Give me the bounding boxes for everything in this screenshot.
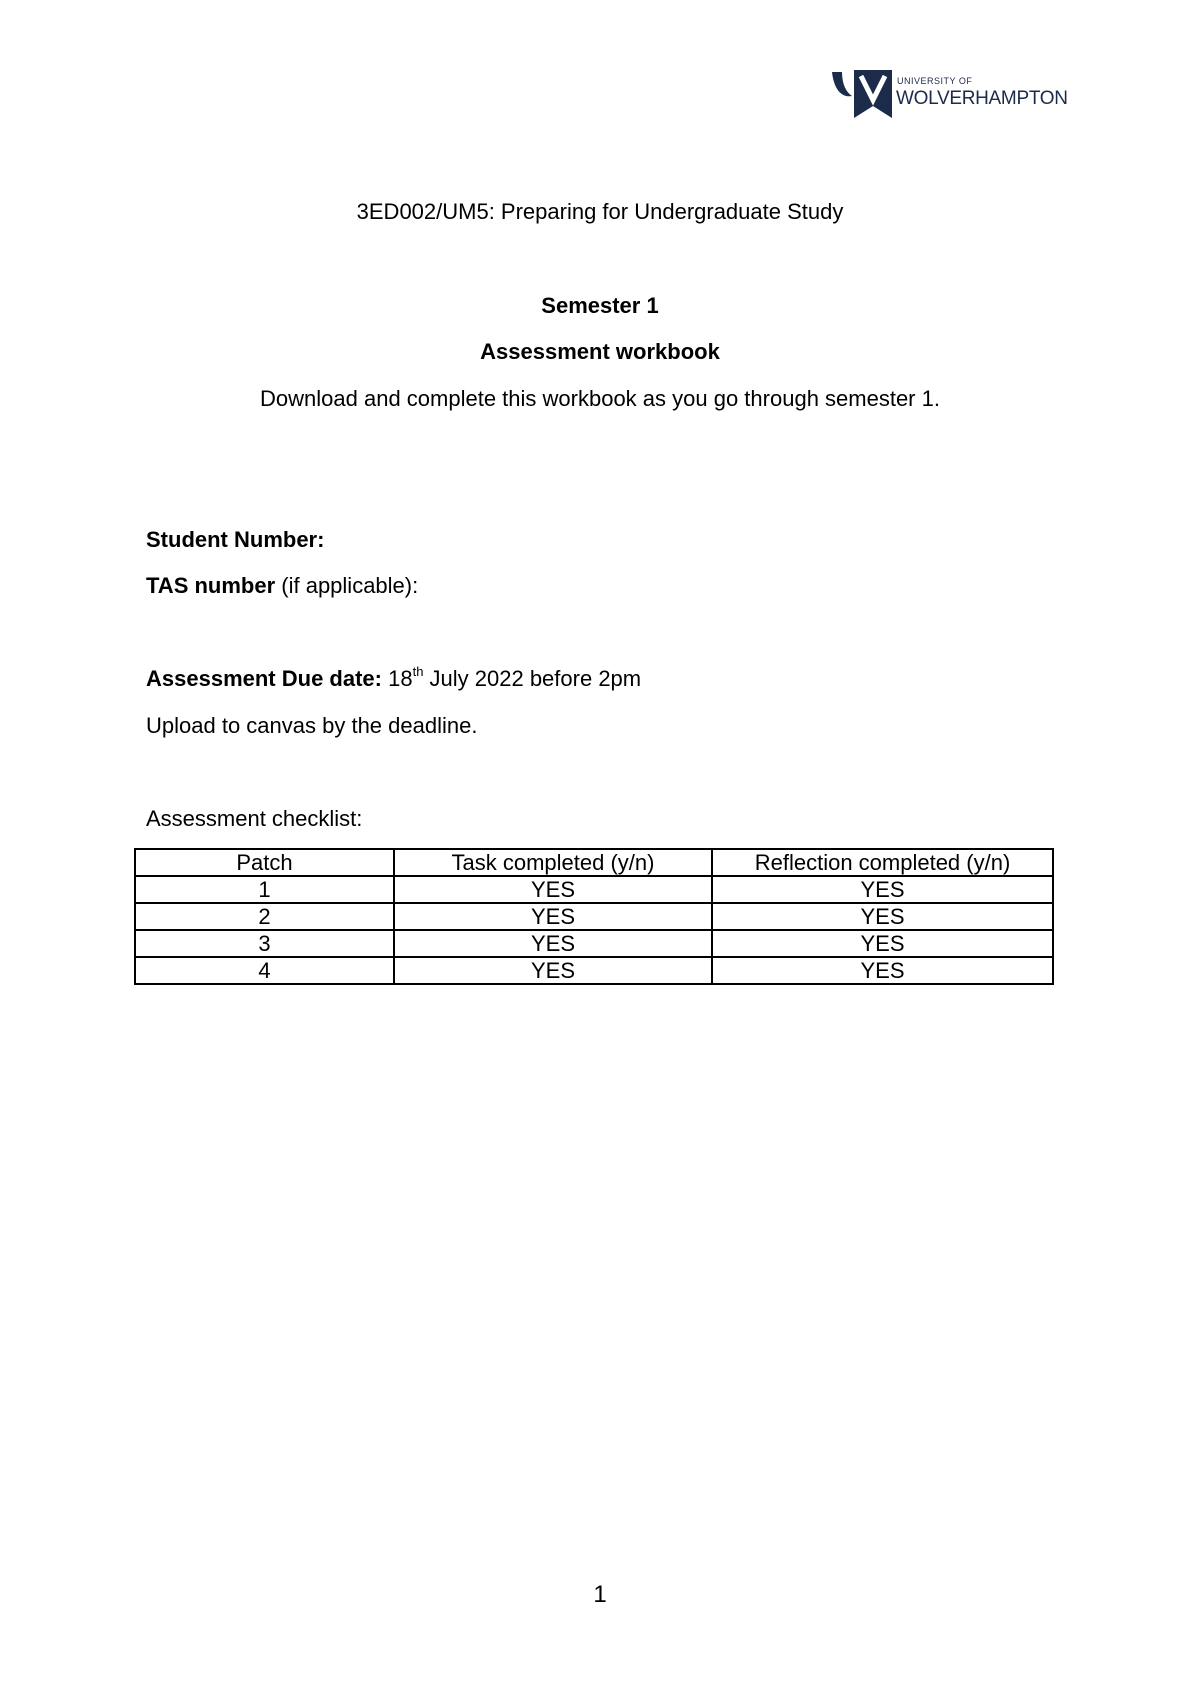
table-row (135, 930, 1053, 957)
due-date-rest: July 2022 before 2pm (423, 666, 642, 691)
table-row (135, 957, 1053, 984)
instruction-text: Download and complete this workbook as you go through semester 1. (260, 386, 940, 411)
logo-university-of-text: UNIVERSITY OF (897, 76, 973, 86)
header-task-completed: Task completed (y/n) (394, 849, 712, 876)
reflection-completed-cell: YES (712, 930, 1053, 957)
patch-cell: 4 (135, 957, 394, 984)
due-date-day-suffix: th (412, 663, 424, 679)
task-completed-cell: YES (394, 876, 712, 903)
checklist-title: Assessment checklist: (146, 806, 363, 831)
logo-wolverhampton-text: WOLVERHAMPTON (896, 88, 1068, 109)
patch-cell: 2 (135, 903, 394, 930)
task-completed-cell: YES (394, 957, 712, 984)
patch-cell: 1 (135, 876, 394, 903)
tas-number-label: TAS number (146, 573, 276, 598)
tas-number-note: (if applicable): (275, 573, 419, 598)
reflection-completed-cell: YES (712, 957, 1053, 984)
due-date-label: Assessment Due date: (146, 666, 382, 691)
reflection-completed-cell: YES (712, 903, 1053, 930)
upload-note: Upload to canvas by the deadline. (146, 713, 478, 738)
tas-number-line (146, 573, 418, 599)
header-reflection-completed: Reflection completed (y/n) (712, 849, 1053, 876)
patch-cell: 3 (135, 930, 394, 957)
reflection-completed-cell: YES (712, 876, 1053, 903)
semester-heading: Semester 1 (541, 293, 659, 318)
due-date-line (146, 663, 642, 692)
assessment-checklist-table (134, 848, 1054, 985)
due-date-day: 18 (381, 666, 413, 691)
header-patch: Patch (135, 849, 394, 876)
table-header-row (135, 849, 1053, 876)
university-logo-mark (828, 66, 894, 122)
student-number-label: Student Number: (146, 527, 325, 552)
table-row (135, 876, 1053, 903)
university-logo (828, 66, 1066, 122)
table-row (135, 903, 1053, 930)
workbook-title: Assessment workbook (480, 339, 720, 364)
course-title: 3ED002/UM5: Preparing for Undergraduate Study (356, 199, 844, 224)
task-completed-cell: YES (394, 903, 712, 930)
task-completed-cell: YES (394, 930, 712, 957)
page-number: 1 (593, 1581, 607, 1608)
